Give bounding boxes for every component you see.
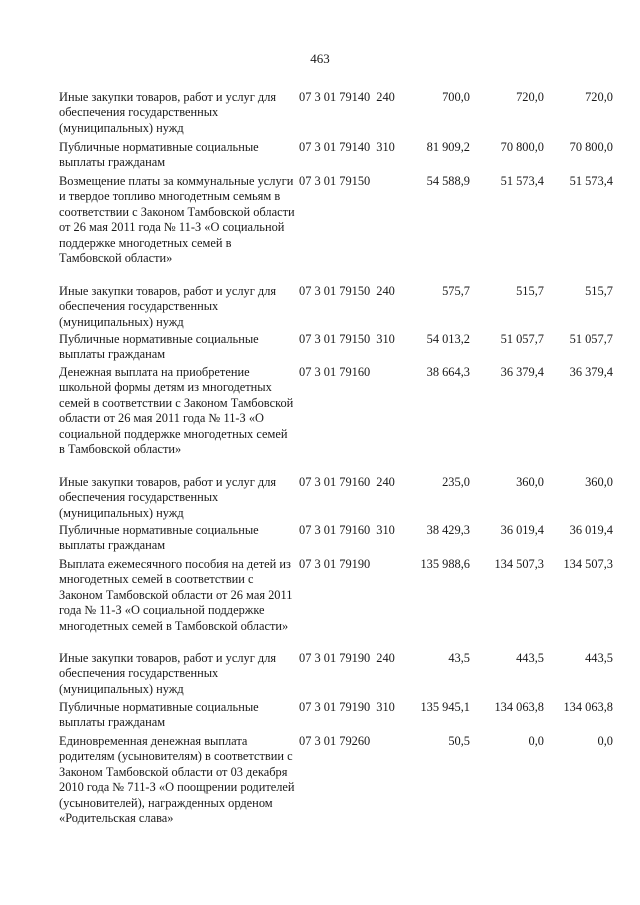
value-year-2: 443,5 [516,651,544,665]
value-year-2: 36 379,4 [500,365,544,379]
value-year-1: 38 664,3 [426,365,470,379]
value-year-2: 51 573,4 [500,174,544,188]
expense-type-code: 310 [376,700,395,714]
value-year-1: 54 588,9 [426,174,470,188]
value-year-2: 0,0 [528,734,544,748]
row-description: Выплата ежемесячного пособия на детей из многодетных семей в соответствии с Законом Тамбовской области от 26 мая 2011 года № 11-З «О социальной поддержке многодетных семей в Тамбовской области» [59,557,293,633]
target-article-code: 07 3 01 79160 [299,523,371,537]
expense-type-code: 240 [376,475,395,489]
target-article-code: 07 3 01 79190 [299,700,371,714]
row-description: Публичные нормативные социальные выплаты гражданам [59,332,259,362]
row-code [299,734,376,749]
row-description: Возмещение платы за коммунальные услуги и твердое топливо многодетным семьям в соответствии с Законом Тамбовской области от 26 мая 2011 года № 11-З «О социальной поддержке многодетных семей в Тамбовской области» [59,174,295,266]
value-year-2: 134 063,8 [494,700,544,714]
value-year-3: 134 063,8 [563,700,613,714]
row-code [299,332,395,347]
row-description: Иные закупки товаров, работ и услуг для обеспечения государственных (муниципальных) нужд [59,284,277,329]
target-article-code: 07 3 01 79190 [299,557,371,571]
target-article-code: 07 3 01 79150 [299,332,371,346]
target-article-code: 07 3 01 79160 [299,475,371,489]
expense-type-code: 310 [376,140,395,154]
value-year-2: 51 057,7 [500,332,544,346]
target-article-code: 07 3 01 79140 [299,140,371,154]
row-code [299,700,395,715]
value-year-3: 360,0 [585,475,613,489]
row-code [299,523,395,538]
value-year-3: 70 800,0 [569,140,613,154]
expense-type-code: 310 [376,332,395,346]
value-year-1: 54 013,2 [426,332,470,346]
value-year-1: 235,0 [442,475,470,489]
value-year-2: 515,7 [516,284,544,298]
value-year-2: 720,0 [516,90,544,104]
value-year-1: 81 909,2 [426,140,470,154]
value-year-3: 720,0 [585,90,613,104]
value-year-3: 134 507,3 [563,557,613,571]
value-year-2: 360,0 [516,475,544,489]
value-year-1: 50,5 [448,734,470,748]
value-year-3: 36 019,4 [569,523,613,537]
value-year-1: 575,7 [442,284,470,298]
row-code [299,284,395,299]
expense-type-code: 240 [376,90,395,104]
value-year-3: 51 057,7 [569,332,613,346]
value-year-3: 0,0 [597,734,613,748]
row-code [299,174,376,189]
target-article-code: 07 3 01 79150 [299,174,371,188]
row-code [299,90,395,105]
value-year-2: 70 800,0 [500,140,544,154]
row-code [299,140,395,155]
target-article-code: 07 3 01 79140 [299,90,371,104]
row-code [299,365,376,380]
row-code [299,651,395,666]
target-article-code: 07 3 01 79190 [299,651,371,665]
row-description: Иные закупки товаров, работ и услуг для обеспечения государственных (муниципальных) нужд [59,90,277,135]
value-year-3: 51 573,4 [569,174,613,188]
value-year-1: 43,5 [448,651,470,665]
row-description: Публичные нормативные социальные выплаты гражданам [59,700,259,730]
value-year-1: 135 945,1 [420,700,470,714]
target-article-code: 07 3 01 79260 [299,734,371,748]
row-description: Иные закупки товаров, работ и услуг для обеспечения государственных (муниципальных) нужд [59,651,277,696]
row-description: Публичные нормативные социальные выплаты гражданам [59,140,259,170]
row-description: Единовременная денежная выплата родителям (усыновителям) в соответствии с Законом Тамбовской области от 03 декабря 2010 года № 711-З «О поощрении родителей (усыновителей), награжденных орденом «Родительская слава» [59,734,295,826]
row-description: Иные закупки товаров, работ и услуг для обеспечения государственных (муниципальных) нужд [59,475,277,520]
value-year-3: 515,7 [585,284,613,298]
row-description: Публичные нормативные социальные выплаты гражданам [59,523,259,553]
value-year-1: 38 429,3 [426,523,470,537]
row-description: Денежная выплата на приобретение школьной формы детям из многодетных семей в соответствии с Законом Тамбовской области от 26 мая 2011 года № 11-З «О социальной поддержке многодетных семей в Тамбовской области» [59,365,294,457]
expense-type-code: 240 [376,284,395,298]
value-year-1: 135 988,6 [420,557,470,571]
target-article-code: 07 3 01 79150 [299,284,371,298]
value-year-1: 700,0 [442,90,470,104]
expense-type-code: 240 [376,651,395,665]
row-code [299,557,376,572]
value-year-3: 443,5 [585,651,613,665]
value-year-2: 134 507,3 [494,557,544,571]
page-number: 463 [310,51,330,66]
value-year-2: 36 019,4 [500,523,544,537]
value-year-3: 36 379,4 [569,365,613,379]
expense-type-code: 310 [376,523,395,537]
row-code [299,475,395,490]
target-article-code: 07 3 01 79160 [299,365,371,379]
